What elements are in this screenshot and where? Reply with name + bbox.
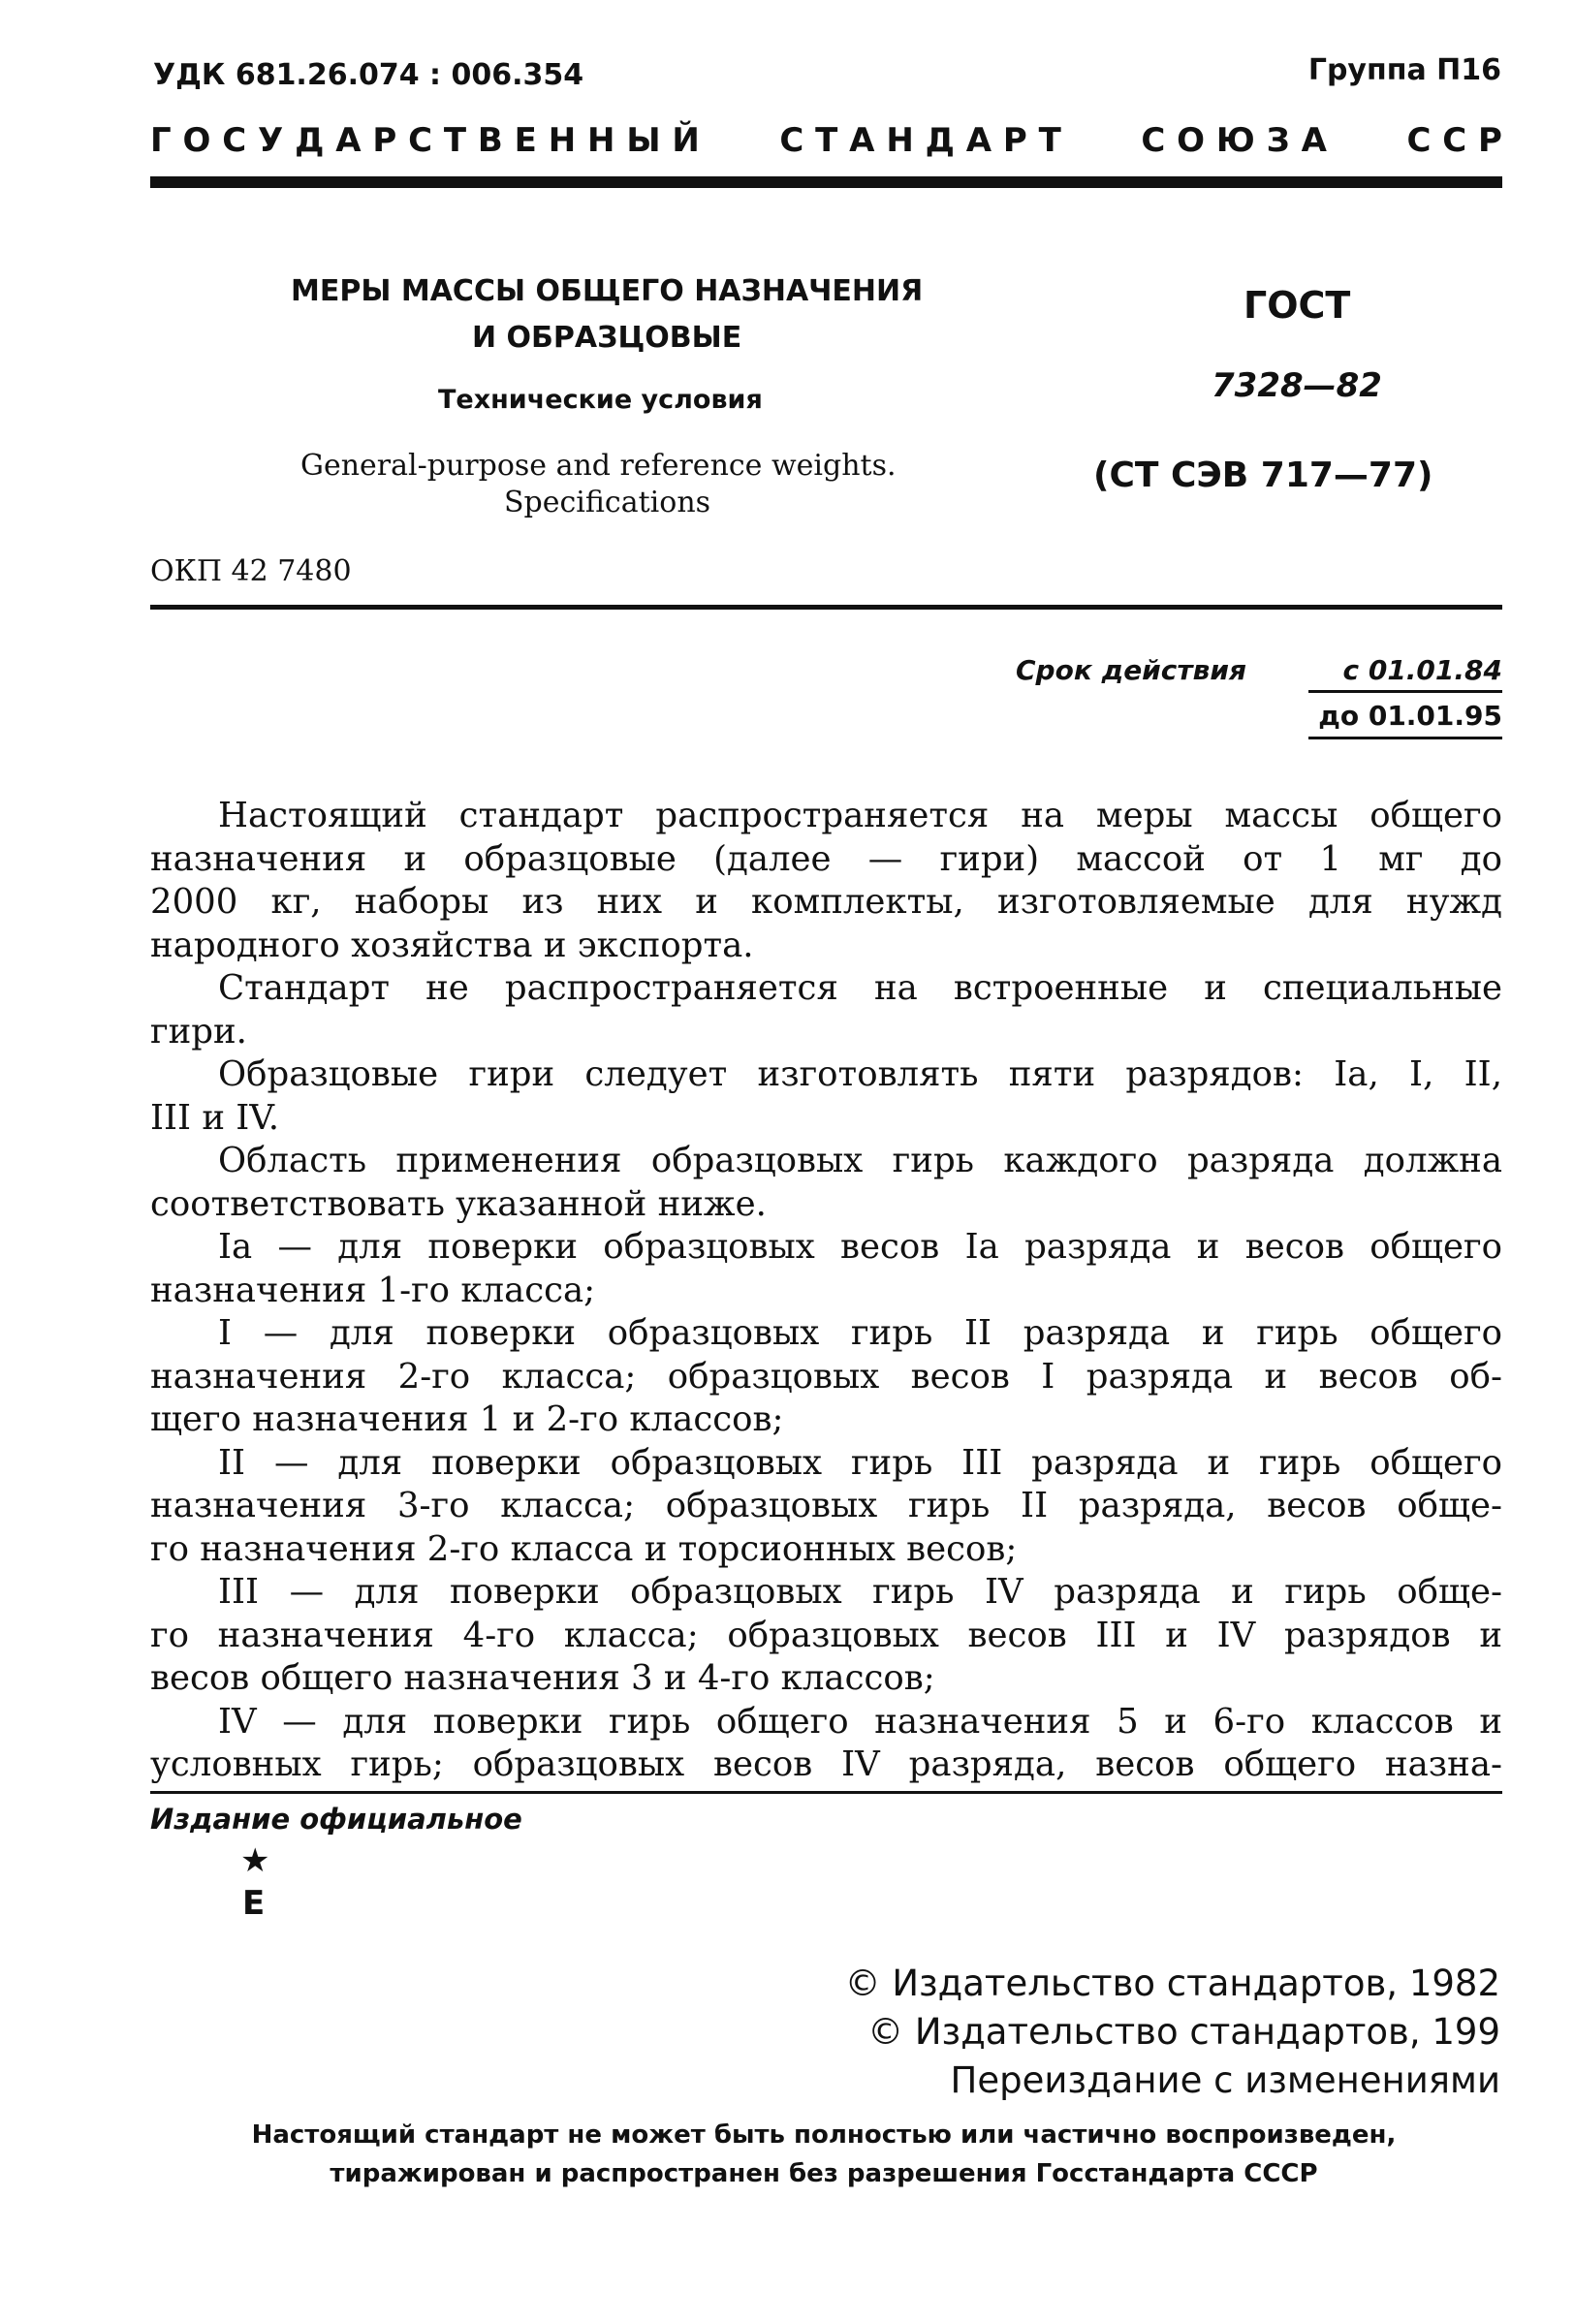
body-line: IV — для поверки гирь общего назначения 5 и 6-го классов и bbox=[218, 1701, 1502, 1742]
title-subtitle: Технические условия bbox=[438, 385, 763, 415]
body-line: щего назначения 1 и 2-го классов; bbox=[150, 1399, 784, 1439]
english-title-line-1: General-purpose and reference weights. bbox=[300, 449, 897, 483]
footnote-rule bbox=[150, 1791, 1502, 1794]
header-thick-rule bbox=[150, 176, 1502, 188]
udc-code: УДК 681.26.074 : 006.354 bbox=[153, 58, 584, 92]
gost-number: 7328—82 bbox=[1212, 366, 1382, 405]
banner-word-4: С С Р bbox=[1406, 121, 1502, 160]
body-line: 2000 кг, наборы из них и комплекты, изготовляемые для нужд bbox=[150, 882, 1502, 922]
validity-rule-2 bbox=[1308, 737, 1502, 739]
reissue-note: Переиздание с изменениями bbox=[950, 2059, 1500, 2101]
reproduction-notice-line-1: Настоящий стандарт не может быть полностью или частично воспроизведен, bbox=[251, 2120, 1397, 2150]
banner-word-1: Г О С У Д А Р С Т В Е Н Н Ы Й bbox=[150, 121, 700, 160]
body-line: весов общего назначения 3 и 4-го классов; bbox=[150, 1658, 935, 1698]
group-code: Группа П16 bbox=[1307, 53, 1501, 87]
english-title-line-2: Specifications bbox=[504, 486, 711, 519]
body-line: III и IV. bbox=[150, 1097, 280, 1138]
body-line: народного хозяйства и экспорта. bbox=[150, 925, 754, 965]
body-text bbox=[150, 795, 1502, 1787]
body-line: го назначения 4-го класса; образцовых весов III и IV разрядов и bbox=[150, 1615, 1502, 1655]
body-line: Образцовые гири следует изготовлять пяти разрядов: Iа, I, II, bbox=[218, 1054, 1502, 1094]
validity-rule-1 bbox=[1308, 690, 1502, 693]
title-block-rule bbox=[150, 605, 1502, 610]
edition-mark: Е bbox=[242, 1884, 266, 1923]
body-line: Настоящий стандарт распространяется на меры массы общего bbox=[218, 796, 1502, 835]
body-line: назначения 1-го класса; bbox=[150, 1270, 596, 1310]
okp-code: ОКП 42 7480 bbox=[150, 554, 352, 588]
cmea-standard: (СТ СЭВ 717—77) bbox=[1093, 455, 1433, 495]
body-line: гири. bbox=[150, 1011, 247, 1052]
banner-word-2: С Т А Н Д А Р Т bbox=[779, 121, 1061, 160]
validity-label: Срок действия bbox=[1016, 654, 1246, 686]
validity-from: с 01.01.84 bbox=[1342, 654, 1502, 686]
body-line: Стандарт не распространяется на встроенные и специальные bbox=[218, 968, 1502, 1008]
title-line-1: МЕРЫ МАССЫ ОБЩЕГО НАЗНАЧЕНИЯ bbox=[291, 274, 924, 308]
body-line: назначения 3-го класса; образцовых гирь II разряда, весов обще- bbox=[150, 1486, 1502, 1525]
state-standard-banner bbox=[150, 121, 1502, 160]
copyright-199x: © Издательство стандартов, 199 bbox=[867, 2011, 1500, 2053]
gost-label: ГОСТ bbox=[1243, 284, 1351, 327]
body-line: назначения и образцовые (далее — гири) массой от 1 мг до bbox=[150, 838, 1502, 879]
title-line-2: И ОБРАЗЦОВЫЕ bbox=[472, 321, 742, 355]
official-edition-label: Издание официальное bbox=[150, 1803, 522, 1836]
validity-to: до 01.01.95 bbox=[1318, 700, 1502, 732]
body-line: Область применения образцовых гирь каждого разряда должна bbox=[218, 1141, 1502, 1180]
body-line: I — для поверки образцовых гирь II разряда и гирь общего bbox=[218, 1313, 1502, 1353]
star-icon: ★ bbox=[240, 1841, 270, 1880]
body-line: II — для поверки образцовых гирь III разряда и гирь общего bbox=[218, 1442, 1502, 1483]
body-line: Iа — для поверки образцовых весов Iа разряда и весов общего bbox=[218, 1227, 1502, 1267]
body-line: III — для поверки образцовых гирь IV разряда и гирь обще- bbox=[218, 1572, 1502, 1612]
body-line: го назначения 2-го класса и торсионных весов; bbox=[150, 1528, 1018, 1569]
copyright-1982: © Издательство стандартов, 1982 bbox=[844, 1963, 1500, 2004]
reproduction-notice-line-2: тиражирован и распространен без разрешения Госстандарта СССР bbox=[330, 2159, 1318, 2188]
body-line: соответствовать указанной ниже. bbox=[150, 1183, 767, 1224]
body-line: назначения 2-го класса; образцовых весов I разряда и весов об- bbox=[150, 1356, 1502, 1397]
body-line: условных гирь; образцовых весов IV разряда, весов общего назна- bbox=[150, 1744, 1502, 1784]
banner-word-3: С О Ю З А bbox=[1141, 121, 1327, 160]
